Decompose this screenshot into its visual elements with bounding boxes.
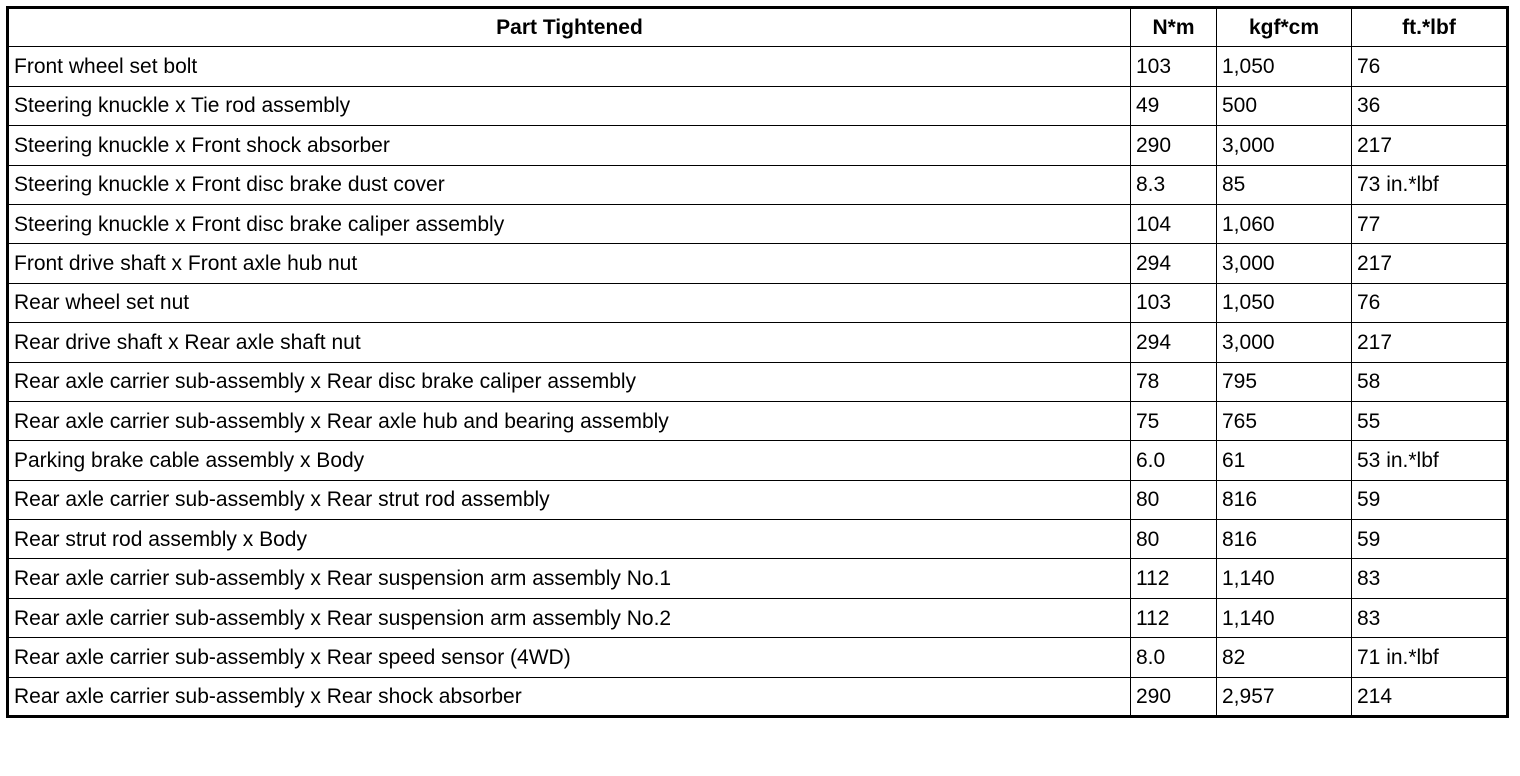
cell-ft-lbf: 83 [1352, 559, 1508, 598]
cell-newton-meter: 6.0 [1131, 441, 1217, 480]
torque-spec-table [6, 6, 1509, 718]
cell-newton-meter: 75 [1131, 401, 1217, 440]
cell-ft-lbf: 217 [1352, 323, 1508, 362]
table-row [8, 47, 1508, 86]
cell-newton-meter: 78 [1131, 362, 1217, 401]
cell-part-tightened: Steering knuckle x Front disc brake dust cover [8, 165, 1131, 204]
table-row [8, 441, 1508, 480]
cell-ft-lbf: 217 [1352, 244, 1508, 283]
table-row [8, 244, 1508, 283]
table-row [8, 677, 1508, 716]
table-row [8, 520, 1508, 559]
cell-newton-meter: 103 [1131, 283, 1217, 322]
cell-kgf-cm: 61 [1217, 441, 1352, 480]
cell-part-tightened: Rear strut rod assembly x Body [8, 520, 1131, 559]
table-row [8, 204, 1508, 243]
cell-kgf-cm: 1,060 [1217, 204, 1352, 243]
table-row [8, 165, 1508, 204]
cell-newton-meter: 294 [1131, 244, 1217, 283]
table-row [8, 401, 1508, 440]
cell-kgf-cm: 85 [1217, 165, 1352, 204]
table-row [8, 283, 1508, 322]
cell-ft-lbf: 59 [1352, 520, 1508, 559]
cell-newton-meter: 8.3 [1131, 165, 1217, 204]
cell-part-tightened: Rear axle carrier sub-assembly x Rear shock absorber [8, 677, 1131, 716]
cell-kgf-cm: 765 [1217, 401, 1352, 440]
cell-ft-lbf: 217 [1352, 126, 1508, 165]
cell-newton-meter: 112 [1131, 559, 1217, 598]
cell-newton-meter: 104 [1131, 204, 1217, 243]
cell-newton-meter: 290 [1131, 677, 1217, 716]
cell-ft-lbf: 71 in.*lbf [1352, 638, 1508, 677]
cell-ft-lbf: 214 [1352, 677, 1508, 716]
cell-ft-lbf: 73 in.*lbf [1352, 165, 1508, 204]
cell-part-tightened: Steering knuckle x Front shock absorber [8, 126, 1131, 165]
cell-ft-lbf: 59 [1352, 480, 1508, 519]
table-row [8, 559, 1508, 598]
cell-part-tightened: Front wheel set bolt [8, 47, 1131, 86]
cell-kgf-cm: 1,140 [1217, 598, 1352, 637]
torque-spec-table-container [6, 6, 1509, 718]
cell-kgf-cm: 816 [1217, 520, 1352, 559]
cell-newton-meter: 8.0 [1131, 638, 1217, 677]
header-kgf-cm: kgf*cm [1217, 8, 1352, 47]
cell-newton-meter: 112 [1131, 598, 1217, 637]
header-newton-meter: N*m [1131, 8, 1217, 47]
cell-ft-lbf: 58 [1352, 362, 1508, 401]
cell-part-tightened: Rear axle carrier sub-assembly x Rear axle hub and bearing assembly [8, 401, 1131, 440]
cell-ft-lbf: 83 [1352, 598, 1508, 637]
cell-kgf-cm: 3,000 [1217, 244, 1352, 283]
cell-kgf-cm: 1,140 [1217, 559, 1352, 598]
cell-part-tightened: Rear wheel set nut [8, 283, 1131, 322]
cell-kgf-cm: 3,000 [1217, 323, 1352, 362]
table-row [8, 362, 1508, 401]
table-row [8, 323, 1508, 362]
cell-newton-meter: 49 [1131, 86, 1217, 125]
cell-kgf-cm: 82 [1217, 638, 1352, 677]
cell-newton-meter: 290 [1131, 126, 1217, 165]
cell-newton-meter: 80 [1131, 520, 1217, 559]
cell-part-tightened: Steering knuckle x Tie rod assembly [8, 86, 1131, 125]
cell-newton-meter: 103 [1131, 47, 1217, 86]
cell-part-tightened: Parking brake cable assembly x Body [8, 441, 1131, 480]
cell-part-tightened: Rear axle carrier sub-assembly x Rear strut rod assembly [8, 480, 1131, 519]
table-row [8, 598, 1508, 637]
cell-part-tightened: Front drive shaft x Front axle hub nut [8, 244, 1131, 283]
cell-ft-lbf: 36 [1352, 86, 1508, 125]
header-ft-lbf: ft.*lbf [1352, 8, 1508, 47]
cell-kgf-cm: 3,000 [1217, 126, 1352, 165]
table-row [8, 638, 1508, 677]
cell-kgf-cm: 1,050 [1217, 47, 1352, 86]
cell-part-tightened: Rear axle carrier sub-assembly x Rear speed sensor (4WD) [8, 638, 1131, 677]
cell-newton-meter: 294 [1131, 323, 1217, 362]
cell-ft-lbf: 76 [1352, 47, 1508, 86]
cell-newton-meter: 80 [1131, 480, 1217, 519]
table-row [8, 126, 1508, 165]
table-row [8, 86, 1508, 125]
header-part-tightened: Part Tightened [8, 8, 1131, 47]
cell-part-tightened: Rear axle carrier sub-assembly x Rear suspension arm assembly No.2 [8, 598, 1131, 637]
table-row [8, 480, 1508, 519]
cell-kgf-cm: 2,957 [1217, 677, 1352, 716]
cell-kgf-cm: 816 [1217, 480, 1352, 519]
cell-ft-lbf: 55 [1352, 401, 1508, 440]
cell-part-tightened: Rear axle carrier sub-assembly x Rear suspension arm assembly No.1 [8, 559, 1131, 598]
cell-kgf-cm: 1,050 [1217, 283, 1352, 322]
cell-part-tightened: Rear axle carrier sub-assembly x Rear disc brake caliper assembly [8, 362, 1131, 401]
cell-kgf-cm: 795 [1217, 362, 1352, 401]
cell-part-tightened: Rear drive shaft x Rear axle shaft nut [8, 323, 1131, 362]
table-header-row [8, 8, 1508, 47]
cell-kgf-cm: 500 [1217, 86, 1352, 125]
cell-ft-lbf: 53 in.*lbf [1352, 441, 1508, 480]
cell-ft-lbf: 77 [1352, 204, 1508, 243]
cell-part-tightened: Steering knuckle x Front disc brake caliper assembly [8, 204, 1131, 243]
cell-ft-lbf: 76 [1352, 283, 1508, 322]
